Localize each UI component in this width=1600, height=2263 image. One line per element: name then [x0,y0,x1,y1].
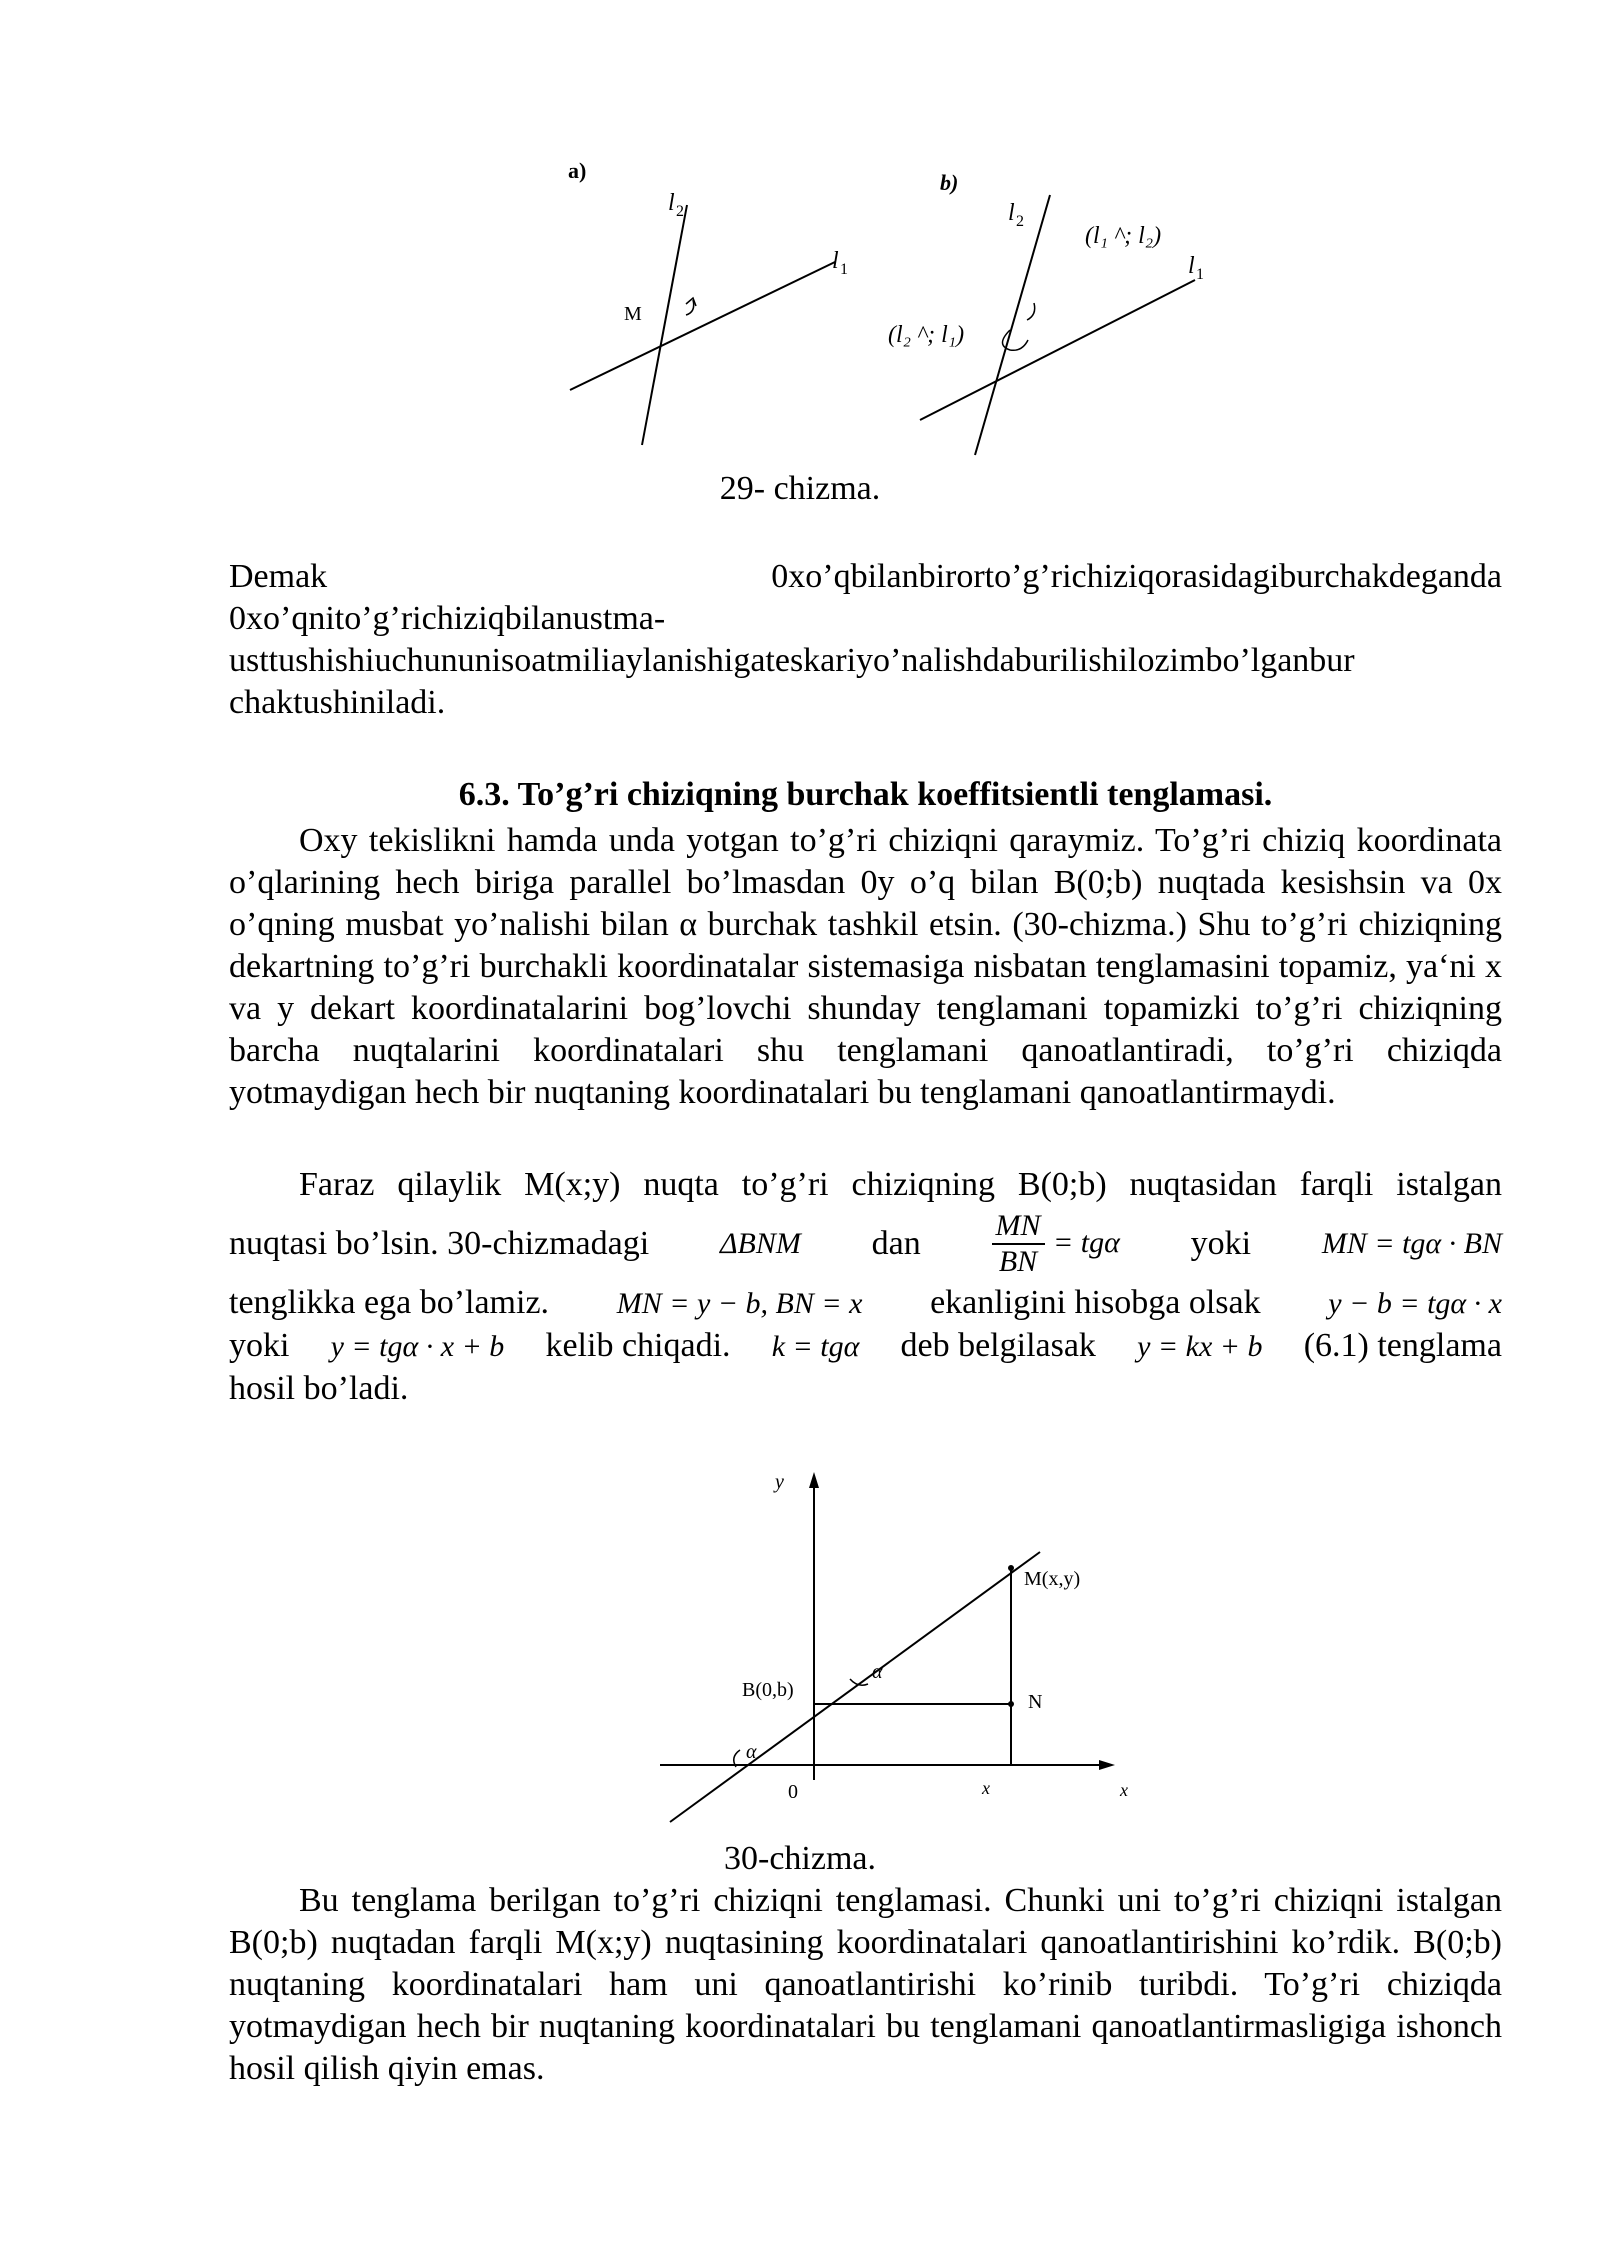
para3-line4-text-c: deb belgilasak [900,1327,1096,1364]
para3-eq6: k = tgα [771,1330,860,1363]
figure-29b-line-l2 [975,195,1050,455]
paragraph-definition [229,556,1502,724]
paragraph-conclusion: Bu tenglama berilgan to’g’ri chiziqni tenglamasi. Chunki uni to’g’ri chiziqni istalgan B(0;b) nuqtadan farqli M(x;y) nuqtasining koordinatalari qanoatlantirishini ko’rdik. B(0;b) nuqtaning koordinatalari ham uni qanoatlantirishi ko’rinib turibdi. To’g’ri chiziqda yotmaydigan hech bir nuqtaning koordinatalari bu tenglamani qanoatlantirmasligiga ishonch hosil qilish qiyin emas. [229,1882,1502,2087]
para1-line3: usttushishiuchununisoatmiliaylanishigateskariyo’nalishdaburilishilozimbo’lganbur [229,642,1355,679]
figure-29a-label-l1-sub: 1 [840,261,848,278]
para3-triangle: ΔBNM [719,1227,801,1260]
figure-30-alpha-bottom: α [746,1741,757,1763]
para3-eq4: y − b = tgα · x [1328,1287,1502,1320]
figure-29b-label-l1: l [1188,253,1195,279]
para3-eq7: y = kx + b [1137,1330,1263,1363]
figure-30-x-label: x [1120,1780,1128,1800]
para3-line3-text: tenglikka ega bo’lamiz. [229,1284,550,1321]
figure-30-y-label: y [775,1471,784,1493]
figure-29b-angle-label-l1-l2: (l₁ ^; l₂) [1085,223,1162,249]
para3-eq3: MN = y − b, BN = x [616,1287,863,1320]
fraction-denominator: BN [998,1245,1038,1278]
figure-30 [650,1460,1150,1830]
para1-line2: 0xo’qnito’g’richiziqbilanustma- [229,600,666,637]
para3-word-yoki: yoki [1190,1225,1252,1262]
figure-30-x-arrow [1099,1760,1115,1770]
figure-30-origin-label: 0 [788,1781,798,1803]
para3-line5: hosil bo’ladi. [229,1370,409,1407]
figure-29b-line-l1 [920,280,1195,420]
para3-line4-yoki: yoki [229,1327,290,1364]
figure-29b-angle-arc-small [1027,303,1035,320]
figure-29-label-a: a) [568,158,587,183]
figure-29b-angle-label-l2-l1: (l₂ ^; l₁) [888,322,965,348]
figure-30-caption: 30-chizma. [724,1840,876,1877]
para1-line1: 0xo’qbilanbirorto’g’richiziqorasidagiburchakdeganda [771,558,1502,595]
figure-30-label-B: B(0,b) [742,1679,794,1701]
figure-29-caption: 29- chizma. [719,470,881,507]
figure-29a-point-M: M [624,303,642,325]
para3-eq2: MN = tgα · BN [1321,1227,1502,1260]
figure-30-x-tick-label: x [982,1778,990,1798]
figure-29b-label-l1-sub: 1 [1196,266,1204,283]
figure-29b-label-l2-sub: 2 [1016,213,1024,230]
fraction-numerator: MN [992,1209,1045,1245]
figure-29-label-b: b) [940,170,959,195]
para3-eq1: = tgα [1053,1225,1120,1259]
figure-29a-angle-arrow [686,298,696,306]
figure-29a-line-l1 [570,262,835,390]
figure-30-point-N [1008,1701,1014,1707]
fraction-mn-bn [992,1209,1045,1279]
section-heading: 6.3. To’g’ri chiziqning burchak koeffitsientli tenglamasi. [458,776,1273,813]
para3-line4-text-d: (6.1) tenglama [1303,1327,1502,1364]
paragraph-intro: Oxy tekislikni hamda unda yotgan to’g’ri chiziqni qaraymiz. To’g’ri chiziq koordinata o’qlarining hech biriga parallel bo’lmasdan 0y o’q bilan B(0;b) nuqtada kesishsin va 0x o’qning musbat yo’nalishi bilan α burchak tashkil etsin. (30-chizma.) Shu to’g’ri chiziqning dekartning to’g’ri burchakli koordinatalar sistemasiga nisbatan tenglamasini topamiz, ya‘ni x va y dekart koordinatalarini bog’lovchi shunday tenglamani topamizki to’g’ri chiziqning barcha nuqtalarini koordinatalari shu tenglamani qanoatlantiradi, to’g’ri chiziqda yotmaydigan hech bir nuqtaning koordinatalari bu tenglamani qanoatlantirmaydi. [229,822,1502,1111]
figure-29a-label-l1: l [832,248,839,274]
figure-30-label-N: N [1028,1691,1043,1713]
figure-30-alpha-top: α [872,1661,883,1683]
para3-word-dan: dan [871,1225,921,1262]
para1-line4: chaktushiniladi. [229,684,446,721]
figure-29 [540,150,1260,500]
figure-29a-label-l2-sub: 2 [676,203,684,220]
figure-29a-line-l2 [642,205,687,445]
para3-line2-text: nuqtasi bo’lsin. 30-chizmadagi [229,1225,650,1262]
figure-30-point-M [1008,1565,1014,1571]
para3-line1: Faraz qilaylik M(x;y) nuqta to’g’ri chiziqning B(0;b) nuqtasidan farqli istalgan [299,1166,1502,1203]
para3-line4-text: kelib chiqadi. [545,1327,731,1364]
figure-29a-label-l2: l [668,190,675,216]
paragraph-derivation [229,1164,1502,1410]
figure-29b-label-l2: l [1008,200,1015,226]
para3-line3-text-b: ekanligini hisobga olsak [930,1284,1261,1321]
para1-word-demak: Demak [229,558,328,595]
para3-eq5: y = tgα · x + b [330,1330,505,1363]
figure-30-label-M: M(x,y) [1024,1568,1081,1590]
figure-30-y-arrow [809,1472,819,1488]
